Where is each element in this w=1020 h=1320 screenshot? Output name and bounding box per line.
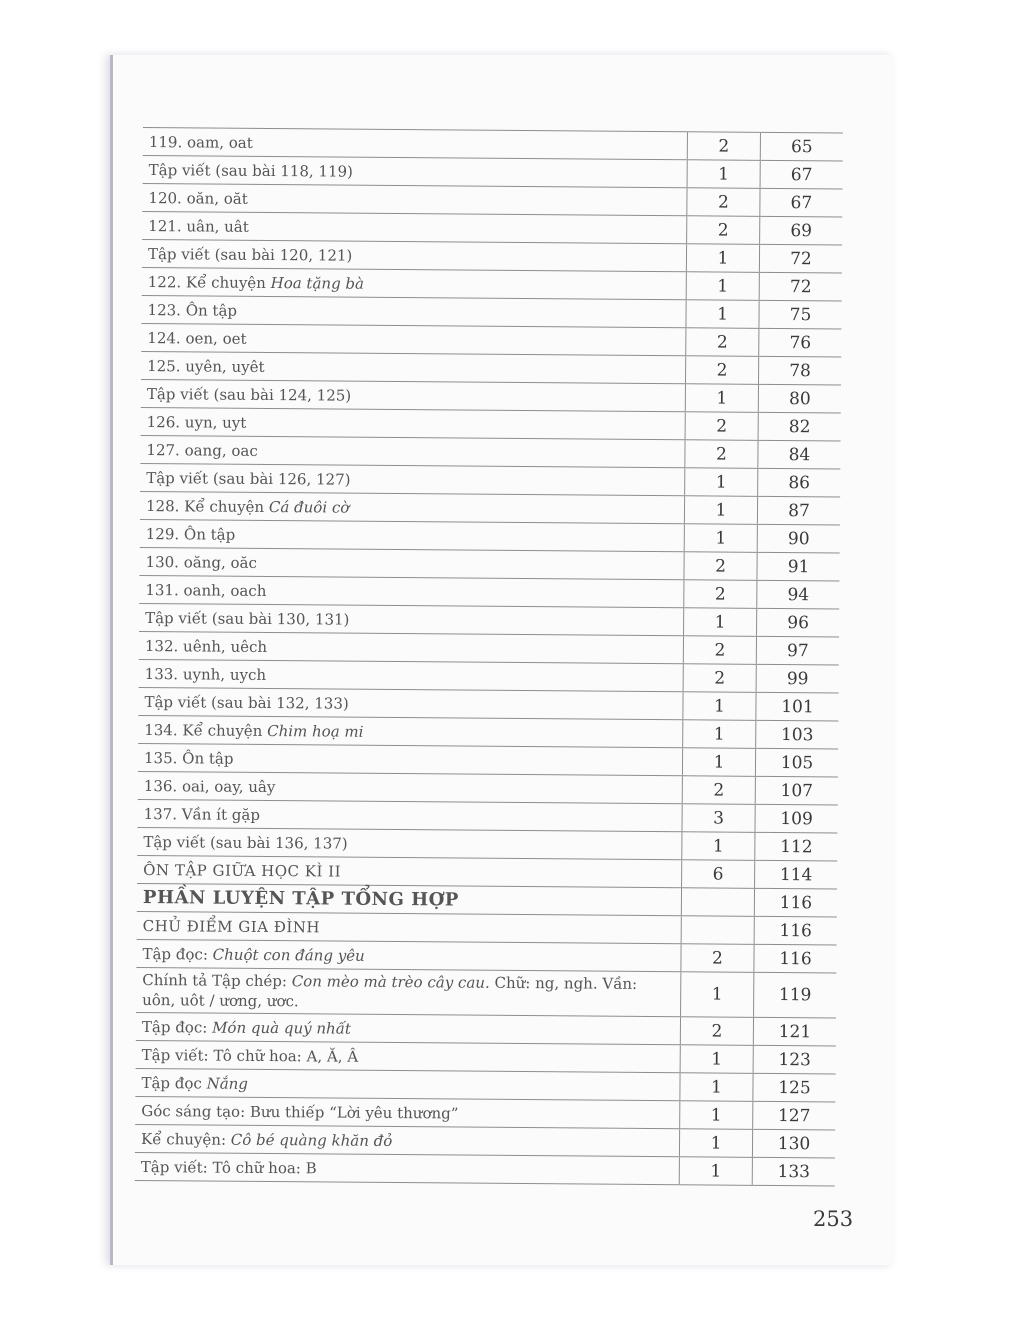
lesson-title bbox=[139, 603, 684, 635]
toc-body bbox=[135, 127, 843, 1185]
lesson-count: 1 bbox=[680, 1045, 753, 1074]
lesson-title-text: Tập viết: Tô chữ hoa: A, Ă, Â bbox=[141, 1045, 359, 1066]
lesson-title-italic: Chim hoạ mi bbox=[267, 721, 364, 741]
lesson-page: 109 bbox=[755, 804, 838, 833]
lesson-count: 2 bbox=[686, 328, 759, 357]
lesson-title-text: 130. oăng, oăc bbox=[145, 552, 257, 572]
lesson-count bbox=[681, 916, 754, 945]
lesson-count: 1 bbox=[682, 832, 755, 861]
lesson-title bbox=[142, 183, 687, 215]
lesson-title bbox=[137, 799, 682, 831]
lesson-title-text: Kể chuyện: bbox=[140, 1129, 231, 1149]
lesson-title bbox=[136, 939, 681, 971]
lesson-title bbox=[141, 351, 686, 383]
lesson-title bbox=[138, 715, 683, 747]
lesson-title-text: 123. Ôn tập bbox=[147, 300, 238, 320]
lesson-page: 94 bbox=[757, 580, 840, 609]
lesson-title bbox=[137, 855, 682, 887]
lesson-title-italic: Món quà quý nhất bbox=[212, 1018, 352, 1038]
lesson-count: 1 bbox=[684, 496, 757, 525]
lesson-count: 2 bbox=[682, 776, 755, 805]
lesson-page: 65 bbox=[760, 132, 843, 161]
lesson-title-text: 127. oang, oac bbox=[146, 440, 258, 460]
lesson-count: 1 bbox=[684, 524, 757, 553]
lesson-page: 116 bbox=[754, 944, 837, 973]
lesson-title bbox=[135, 1152, 680, 1184]
lesson-page: 96 bbox=[757, 608, 840, 637]
book-page bbox=[110, 55, 893, 1265]
lesson-title bbox=[138, 743, 683, 775]
lesson-page: 67 bbox=[760, 188, 843, 217]
lesson-count: 2 bbox=[687, 216, 760, 245]
lesson-title bbox=[142, 267, 687, 299]
table-row bbox=[136, 967, 836, 1017]
lesson-title bbox=[141, 407, 686, 439]
lesson-title-text: Chính tả Tập chép: bbox=[142, 971, 292, 991]
table-row bbox=[135, 1152, 835, 1185]
lesson-title-text: 119. oam, oat bbox=[148, 132, 253, 152]
lesson-title-text: Góc sáng tạo: Bưu thiếp “Lời yêu thương” bbox=[141, 1101, 459, 1123]
lesson-count: 1 bbox=[687, 160, 760, 189]
lesson-title-text: 135. Ôn tập bbox=[143, 748, 234, 768]
lesson-title-text: 125. uyên, uyêt bbox=[147, 356, 265, 376]
lesson-count: 2 bbox=[686, 356, 759, 385]
lesson-title-text: 132. uênh, uêch bbox=[144, 636, 268, 656]
lesson-page: 103 bbox=[756, 720, 839, 749]
lesson-page: 80 bbox=[758, 384, 841, 413]
lesson-page: 99 bbox=[756, 664, 839, 693]
lesson-title bbox=[135, 1124, 680, 1156]
lesson-count: 1 bbox=[681, 972, 754, 1018]
lesson-title bbox=[138, 687, 683, 719]
lesson-title bbox=[140, 491, 685, 523]
lesson-title-text: 137. Vần ít gặp bbox=[143, 804, 261, 824]
lesson-title-text: 133. uynh, uych bbox=[144, 664, 267, 684]
lesson-title bbox=[143, 127, 688, 159]
lesson-title-text: Tập đọc: bbox=[142, 944, 213, 964]
lesson-page: 75 bbox=[759, 300, 842, 329]
lesson-title-text: 122. Kể chuyện bbox=[147, 272, 271, 292]
lesson-title-text: Tập viết (sau bài 118, 119) bbox=[148, 160, 354, 181]
lesson-title-text: 121. uân, uât bbox=[148, 216, 249, 236]
lesson-count: 1 bbox=[683, 720, 756, 749]
page-number: 253 bbox=[813, 1207, 854, 1231]
lesson-page: 105 bbox=[755, 748, 838, 777]
lesson-count: 1 bbox=[680, 1073, 753, 1102]
lesson-title-text: 134. Kể chuyện bbox=[144, 720, 268, 740]
lesson-page: 76 bbox=[759, 328, 842, 357]
lesson-count: 6 bbox=[682, 860, 755, 889]
lesson-title-text: 120. oăn, oăt bbox=[148, 188, 248, 208]
lesson-count: 1 bbox=[686, 244, 759, 273]
lesson-title bbox=[138, 771, 683, 803]
lesson-title-text: Tập viết (sau bài 130, 131) bbox=[145, 608, 350, 629]
lesson-count: 2 bbox=[684, 580, 757, 609]
lesson-title bbox=[140, 519, 685, 551]
lesson-count: 1 bbox=[685, 468, 758, 497]
lesson-title bbox=[137, 827, 682, 859]
lesson-count: 1 bbox=[679, 1157, 752, 1186]
lesson-title bbox=[139, 575, 684, 607]
lesson-title-text: 126. uyn, uyt bbox=[146, 412, 247, 432]
lesson-title bbox=[136, 1040, 681, 1072]
lesson-page: 97 bbox=[756, 636, 839, 665]
lesson-title-italic: Nắng bbox=[206, 1074, 249, 1093]
lesson-title bbox=[142, 211, 687, 243]
lesson-count: 2 bbox=[684, 552, 757, 581]
lesson-title bbox=[137, 911, 682, 943]
lesson-page: 84 bbox=[758, 440, 841, 469]
lesson-count: 1 bbox=[685, 384, 758, 413]
lesson-title-text: ÔN TẬP GIỮA HỌC KÌ II bbox=[143, 860, 342, 881]
lesson-title bbox=[137, 883, 682, 915]
lesson-title bbox=[140, 435, 685, 467]
lesson-title-text: PHẦN LUYỆN TẬP TỔNG HỢP bbox=[142, 887, 459, 911]
lesson-page: 125 bbox=[753, 1073, 836, 1102]
lesson-count: 1 bbox=[680, 1101, 753, 1130]
lesson-page: 72 bbox=[759, 244, 842, 273]
lesson-page: 107 bbox=[755, 776, 838, 805]
lesson-title-italic: Cá đuôi cờ bbox=[268, 497, 350, 517]
lesson-count: 2 bbox=[687, 132, 760, 161]
lesson-page: 90 bbox=[757, 524, 840, 553]
lesson-title bbox=[142, 239, 687, 271]
lesson-count: 1 bbox=[684, 608, 757, 637]
lesson-title bbox=[139, 547, 684, 579]
lesson-title-tail: Chữ: ng, ngh. Vần: uôn, uôt / ương, ươc. bbox=[142, 973, 638, 1011]
lesson-page: 69 bbox=[760, 216, 843, 245]
lesson-title bbox=[136, 967, 681, 1016]
lesson-title bbox=[141, 295, 686, 327]
lesson-title bbox=[135, 1096, 680, 1128]
lesson-page: 78 bbox=[758, 356, 841, 385]
lesson-page: 123 bbox=[753, 1045, 836, 1074]
lesson-title-text: Tập viết (sau bài 126, 127) bbox=[146, 468, 351, 489]
lesson-count: 3 bbox=[682, 804, 755, 833]
lesson-title-text: Tập viết (sau bài 136, 137) bbox=[143, 832, 348, 853]
lesson-title-italic: Hoa tặng bà bbox=[270, 273, 365, 293]
lesson-page: 119 bbox=[754, 972, 837, 1018]
table-of-contents bbox=[135, 127, 843, 1186]
lesson-page: 130 bbox=[752, 1129, 835, 1158]
lesson-title-text: Tập viết (sau bài 132, 133) bbox=[144, 692, 349, 713]
lesson-page: 112 bbox=[755, 832, 838, 861]
lesson-title-text: 129. Ôn tập bbox=[145, 524, 236, 544]
lesson-count: 1 bbox=[682, 748, 755, 777]
lesson-page: 91 bbox=[757, 552, 840, 581]
lesson-title-text: Tập viết: Tô chữ hoa: B bbox=[140, 1157, 317, 1177]
lesson-count: 2 bbox=[681, 944, 754, 973]
lesson-page: 67 bbox=[760, 160, 843, 189]
lesson-title-text: Tập đọc: bbox=[141, 1017, 213, 1037]
lesson-count: 1 bbox=[686, 272, 759, 301]
lesson-count: 1 bbox=[679, 1129, 752, 1158]
lesson-title-text: 131. oanh, oach bbox=[145, 580, 267, 600]
lesson-count: 1 bbox=[686, 300, 759, 329]
lesson-title bbox=[143, 155, 688, 187]
lesson-title-text: Tập đọc bbox=[141, 1073, 207, 1093]
lesson-count bbox=[681, 888, 754, 917]
lesson-title-text: 124. oen, oet bbox=[147, 328, 247, 348]
lesson-title-italic: Chuột con đáng yêu bbox=[212, 945, 365, 965]
lesson-count: 2 bbox=[685, 412, 758, 441]
lesson-page: 72 bbox=[759, 272, 842, 301]
lesson-page: 101 bbox=[756, 692, 839, 721]
lesson-title-text: 136. oai, oay, uây bbox=[143, 776, 276, 796]
lesson-page: 87 bbox=[757, 496, 840, 525]
lesson-page: 127 bbox=[753, 1101, 836, 1130]
lesson-title-text: CHỦ ĐIỂM GIA ĐÌNH bbox=[142, 916, 321, 936]
lesson-title-text: Tập viết (sau bài 120, 121) bbox=[147, 244, 353, 265]
lesson-count: 2 bbox=[683, 636, 756, 665]
lesson-title bbox=[139, 659, 684, 691]
lesson-title-italic: Cô bé quàng khăn đỏ bbox=[230, 1130, 393, 1150]
lesson-title-text: 128. Kể chuyện bbox=[145, 496, 269, 516]
lesson-title bbox=[136, 1012, 681, 1044]
lesson-page: 116 bbox=[754, 916, 837, 945]
lesson-title bbox=[135, 1068, 680, 1100]
lesson-page: 82 bbox=[758, 412, 841, 441]
lesson-title-italic: Con mèo mà trèo cây cau. bbox=[291, 972, 490, 992]
lesson-count: 2 bbox=[685, 440, 758, 469]
lesson-title bbox=[140, 463, 685, 495]
lesson-page: 114 bbox=[755, 860, 838, 889]
lesson-count: 2 bbox=[683, 664, 756, 693]
lesson-count: 1 bbox=[683, 692, 756, 721]
lesson-title bbox=[141, 379, 686, 411]
lesson-page: 116 bbox=[754, 888, 837, 917]
lesson-count: 2 bbox=[687, 188, 760, 217]
lesson-title-text: Tập viết (sau bài 124, 125) bbox=[146, 384, 352, 405]
lesson-count: 2 bbox=[680, 1017, 753, 1046]
lesson-title bbox=[141, 323, 686, 355]
lesson-page: 133 bbox=[752, 1157, 835, 1186]
lesson-title bbox=[139, 631, 684, 663]
lesson-page: 121 bbox=[753, 1017, 836, 1046]
lesson-page: 86 bbox=[758, 468, 841, 497]
